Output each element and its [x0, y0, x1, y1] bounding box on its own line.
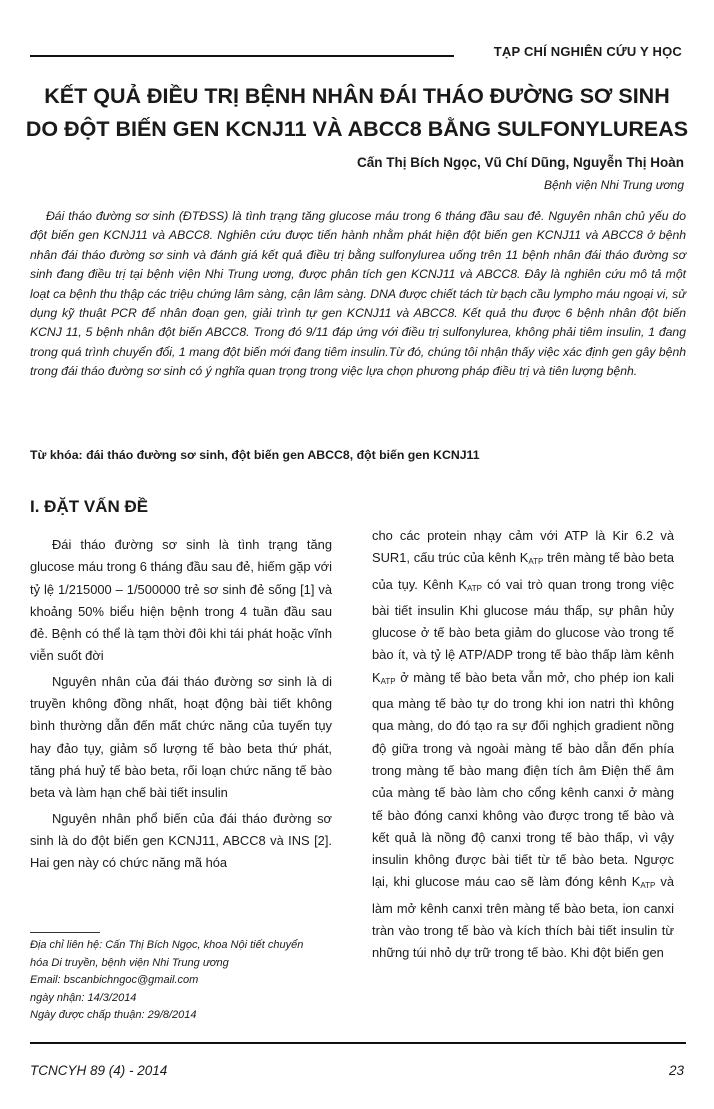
body-column-right [372, 525, 674, 968]
footnote-line: Ngày được chấp thuận: 29/8/2014 [30, 1009, 197, 1022]
footnote-line: ngày nhận: 14/3/2014 [30, 991, 137, 1004]
footnote-line: Địa chỉ liên hệ: Cấn Thị Bích Ngọc, khoa Nội tiết chuyển [30, 939, 304, 951]
paragraph: Nguyên nhân của đái tháo đường sơ sinh là di truyền không đồng nhất, hoạt động bài tiết không bình thường dẫn đến mất chức năng của tuyến tụy hay đảo tụy, giảm số lượng tế bào beta thứ phát, tăng phá huỷ tế bào beta, rối loạn chức năng tế bào beta và làm hạn chế bài tiết insulin [30, 673, 332, 801]
keywords-label: Từ khóa: [30, 448, 83, 462]
journal-issue: TCNCYH 89 (4) - 2014 [30, 1063, 168, 1078]
journal-name: TẠP CHÍ NGHIÊN CỨU Y HỌC [493, 44, 682, 59]
footnote-line: hóa Di truyền, bệnh viện Nhi Trung ương [30, 956, 229, 969]
footer-rule [30, 1042, 686, 1044]
article-title [20, 80, 694, 146]
footnote-line: Email: bscanbichngoc@gmail.com [30, 974, 199, 987]
title-line-1: KẾT QUẢ ĐIỀU TRỊ BỆNH NHÂN ĐÁI THÁO ĐƯỜNG SƠ SINH [44, 84, 670, 108]
body-column-left [30, 534, 332, 877]
paragraph: Nguyên nhân phổ biến của đái tháo đường sơ sinh là do đột biến gen KCNJ11, ABCC8 và INS [2]. Hai gen này có chức năng mã hóa [30, 810, 332, 871]
keywords [30, 448, 480, 462]
paragraph: Đái tháo đường sơ sinh là tình trạng tăng glucose máu trong 6 tháng đầu sau đẻ, hiếm gặp với tỷ lệ 1/215000 – 1/500000 trẻ sơ sinh đẻ sống [1] và khoảng 50% biểu hiện bệnh trong 4 tuần đầu sau đẻ. Bệnh có thể là tạm thời đôi khi tái phát hoặc vĩnh viễn suốt đời [30, 537, 332, 664]
paragraph: cho các protein nhạy cảm với ATP là Kir 6.2 và SUR1, cấu trúc của kênh $K_{ATP}$ trên màng tế bào beta của tụy. Kênh $K_{ATP}$ có vai trò quan trong trong việc bài tiết insulin Khi glucose máu thấp, sự phân hủy glucose ở tế bào beta giảm do glucose vào trong tế bào ít, và tỷ lệ ATP/ADP trong tế bào thấp làm kênh $K_{ATP}$ ở màng tế bào beta vẫn mở, cho phép ion kali qua màng tế bào tự do trong khi ion natri thì không qua màng, do đó tạo ra sự đối nghịch gradient nồng độ giữa trong và ngoài màng tế bào dẫn đến phía trong màng tế bào mang điện tích âm Điện thế âm của màng tế bào làm cho cổng kênh canxi ở màng tế bào đóng canxi không vào được trong tế bào và kết quả là nồng độ canxi trong tế bào thấp, vì vậy insulin không được bài tiết từ tế bào beta. Ngược lại, khi glucose máu cao sẽ làm đóng kênh $K_{ATP}$ và làm mở kênh canxi trên màng tế bào beta, ion canxi tràn vào trong tế bào và kích thích bài tiết insulin từ những túi nhỏ dự trữ trong tế bào. Khi đột biến gen [372, 528, 674, 961]
title-line-2: DO ĐỘT BIẾN GEN KCNJ11 VÀ ABCC8 BẰNG SULFONYLUREAS [25, 117, 689, 141]
affiliation: Bệnh viện Nhi Trung ương [543, 178, 684, 192]
keywords-text: đái tháo đường sơ sinh, đột biến gen ABCC8, đột biến gen KCNJ11 [86, 448, 480, 462]
authors: Cấn Thị Bích Ngọc, Vũ Chí Dũng, Nguyễn Thị Hoàn [357, 155, 684, 170]
footnote-rule [30, 932, 100, 933]
footnotes [30, 937, 336, 1025]
header-rule [30, 55, 454, 57]
section-heading: I. ĐẶT VẤN ĐỀ [30, 497, 149, 516]
abstract: Đái tháo đường sơ sinh (ĐTĐSS) là tình trạng tăng glucose máu trong 6 tháng đầu sau đẻ. Nguyên nhân chủ yếu do đột biến gen KCNJ11 và ABCC8. Nghiên cứu được tiến hành nhằm phát hiện đột biến gen KCNJ11 và ABCC8 ở bệnh nhân đái tháo đường sơ sinh và đánh giá kết quả điều trị bằng sulfonylurea uống trên 11 bệnh nhân đái tháo đường sơ sinh đang điều trị tại bệnh viện Nhi Trung ương, được phân tích gen KCNJ11 và ABCC8. Đây là nghiên cứu mô tả một loạt ca bệnh thu thập các triệu chứng lâm sàng, cận lâm sàng. DNA được chiết tách từ bạch cầu lympho máu ngoại vi, sử dụng kỹ thuật PCR để nhân đoạn gen, giải trình tự gen KCNJ11 và ABCC8. Kết quả thu được 6 bệnh nhân đột biến KCNJ 11, 5 bệnh nhân đột biến ABCC8. Trong đó 9/11 đáp ứng với điều trị sulfonylurea, không phải tiêm insulin, 1 đang trong quá trình chuyển đổi, 1 mang đột biến mới đang tiêm insulin.Từ đó, chúng tôi nhận thấy việc xác định gen gây bệnh trong đái tháo đường sơ sinh có ý nghĩa quan trọng trong việc lựa chọn phương pháp điều trị và tiên lượng bệnh. [30, 209, 686, 379]
page-number: 23 [668, 1063, 684, 1078]
